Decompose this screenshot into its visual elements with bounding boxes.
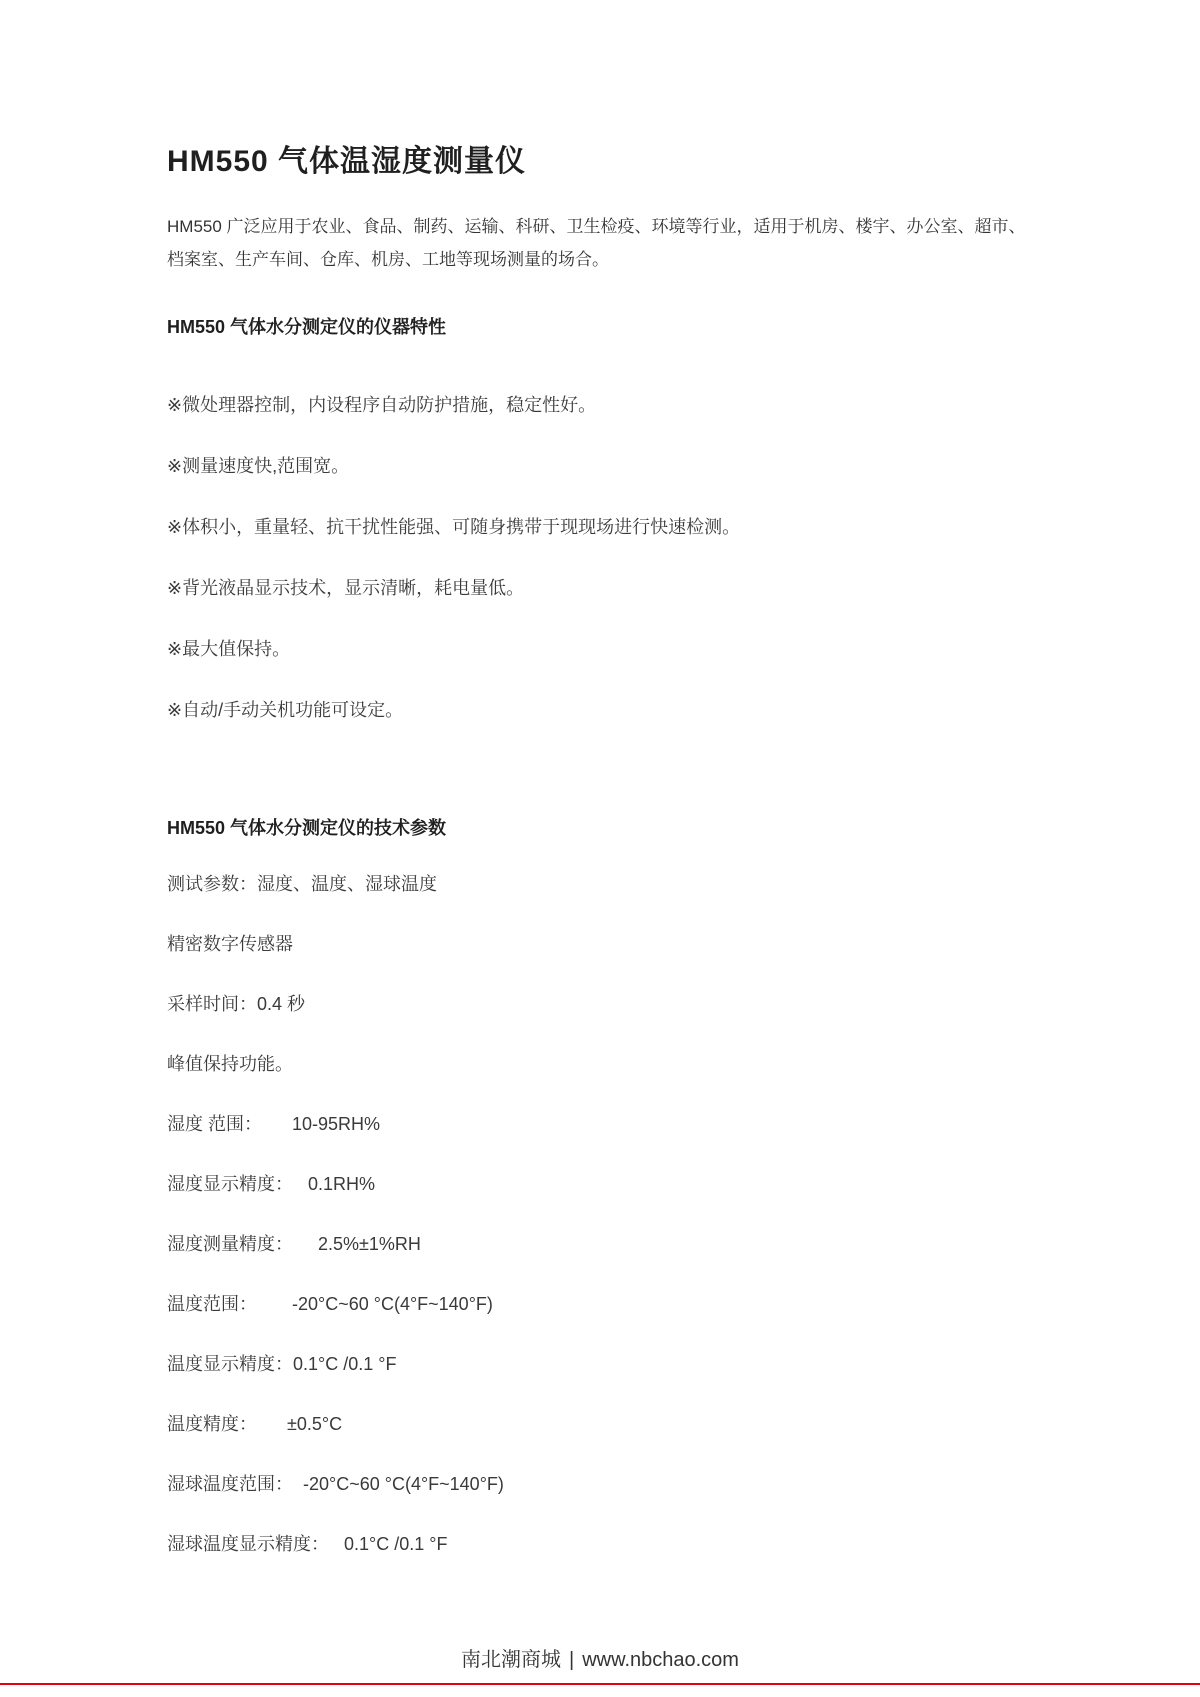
spec-line: 湿球温度显示精度： 0.1°C /0.1 °F bbox=[167, 1534, 448, 1554]
spec-line: 采样时间：0.4 秒 bbox=[167, 994, 306, 1014]
feature-item: ※微处理器控制，内设程序自动防护措施，稳定性好。 bbox=[167, 395, 597, 415]
footer-url[interactable]: www.nbchao.com bbox=[582, 1649, 739, 1671]
footer-site-name: 南北潮商城 bbox=[461, 1649, 562, 1671]
feature-item: ※背光液晶显示技术，显示清晰，耗电量低。 bbox=[167, 578, 525, 598]
spec-line: 湿度测量精度： 2.5%±1%RH bbox=[167, 1234, 421, 1254]
spec-line: 温度精度： ±0.5°C bbox=[167, 1414, 343, 1434]
page-title: HM550 气体温湿度测量仪 bbox=[167, 145, 527, 178]
spec-line: 湿度 范围： 10-95RH% bbox=[167, 1114, 381, 1134]
feature-item: ※测量速度快,范围宽。 bbox=[167, 456, 350, 476]
spec-line: 峰值保持功能。 bbox=[167, 1054, 293, 1074]
spec-line: 温度显示精度：0.1°C /0.1 °F bbox=[167, 1354, 397, 1374]
section-heading-specs: HM550 气体水分测定仪的技术参数 bbox=[167, 818, 447, 838]
footer-accent-line bbox=[0, 1683, 1200, 1685]
spec-line: 湿球温度范围： -20°C~60 °C(4°F~140°F) bbox=[167, 1474, 504, 1494]
spec-line: 湿度显示精度： 0.1RH% bbox=[167, 1174, 376, 1194]
footer-separator: | bbox=[569, 1649, 575, 1671]
document-content bbox=[0, 140, 1200, 1557]
spec-line: 测试参数：湿度、温度、湿球温度 bbox=[167, 874, 437, 894]
feature-item: ※体积小，重量轻、抗干扰性能强、可随身携带于现现场进行快速检测。 bbox=[167, 517, 741, 537]
spec-line: 精密数字传感器 bbox=[167, 934, 293, 954]
intro-paragraph: HM550 广泛应用于农业、食品、制药、运输、科研、卫生检疫、环境等行业，适用于机房、楼宇、办公室、超市、档案室、生产车间、仓库、机房、工地等现场测量的场合。 bbox=[167, 217, 1026, 269]
spec-line: 温度范围： -20°C~60 °C(4°F~140°F) bbox=[167, 1294, 493, 1314]
section-heading-features: HM550 气体水分测定仪的仪器特性 bbox=[167, 317, 447, 337]
footer bbox=[0, 1646, 1200, 1674]
feature-item: ※自动/手动关机功能可设定。 bbox=[167, 700, 404, 720]
feature-item: ※最大值保持。 bbox=[167, 639, 291, 659]
